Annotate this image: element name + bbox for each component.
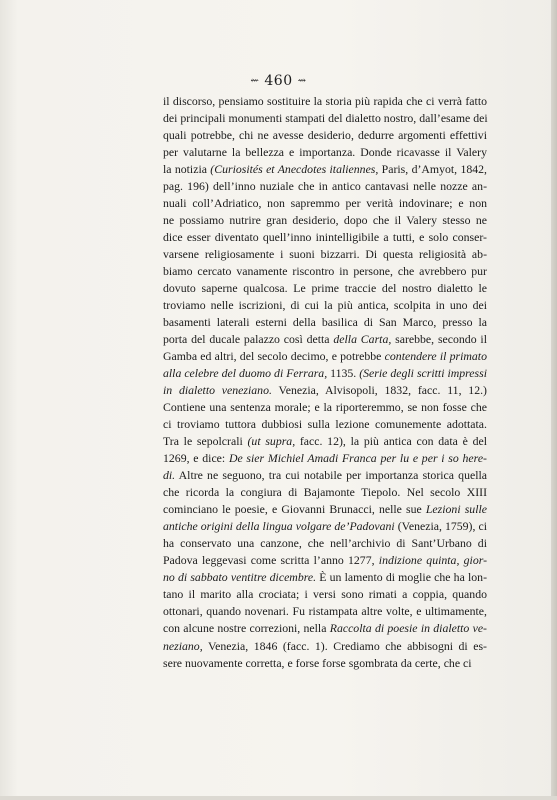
ornament-right-icon: ⇝ (297, 75, 307, 87)
text-segment: biamo cercato vanamente riscontro in persone, che avrebbero pur (163, 264, 487, 279)
text-line (163, 467, 487, 484)
text-line (163, 263, 487, 280)
text-line (163, 246, 487, 263)
italic-text: Lezioni sulle (425, 502, 487, 517)
text-segment: sarebbe, secondo il (391, 332, 487, 347)
text-line (163, 586, 487, 603)
text-segment: cominciano le poesie, e Giovanni Brunacci, nelle sue (163, 502, 426, 517)
text-line (163, 535, 487, 552)
text-segment: Paris, d’Amyot, 1842, (378, 162, 487, 177)
text-segment: varsene religiosamente i suoni bizzarri. Di questa religiosità ab- (163, 247, 487, 262)
italic-text: Raccolta di poesie in dialetto ve- (329, 621, 487, 636)
text-segment: Gamba ed altri, del secolo decimo, e potrebbe (163, 349, 385, 364)
text-line (163, 212, 487, 229)
text-segment: basamenti laterali esterni della basilica di San Marco, presso la (163, 315, 487, 330)
text-segment: È un lamento di moglie che ha lon- (316, 570, 487, 585)
text-segment: 1269, e dice: (163, 451, 229, 466)
text-line (163, 144, 487, 161)
text-line (163, 603, 487, 620)
text-line (163, 655, 487, 672)
text-line (163, 569, 487, 586)
text-segment: che ricorda la congiura di Bajamonte Tiepolo. Nel secolo XIII (163, 485, 487, 500)
text-segment: ha conservato una canzone, che nell’archivio di Sant’Urbano di (163, 536, 487, 551)
text-line (163, 280, 487, 297)
body-text (163, 93, 487, 672)
text-segment: nuali coll’Adriatico, non sapremmo per verità indovinare; e non (163, 196, 487, 211)
text-line (163, 518, 487, 535)
italic-text: (Serie degli scritti impressi (359, 366, 487, 381)
text-line (163, 331, 487, 348)
text-segment: ne possiamo nutrire gran desiderio, dopo che il Valery stesso ne (163, 213, 487, 228)
text-line (163, 127, 487, 144)
text-segment: con alcune nostre correzioni, nella (163, 621, 330, 636)
text-segment: porta del ducale palazzo così detta (163, 332, 334, 347)
text-segment: Padova leggevasi come scritta l’anno 1277, (163, 553, 379, 568)
text-line (163, 484, 487, 501)
page-edge-right (551, 0, 557, 800)
text-segment: tano il marito alla crociata; i versi sono rimati a coppia, quando (163, 587, 487, 602)
text-segment: il discorso, pensiamo sostituire la storia più rapida che ci verrà fatto (163, 94, 487, 108)
page-edge-bottom (0, 796, 557, 800)
text-line (163, 365, 487, 382)
text-line (163, 161, 487, 178)
text-line (163, 620, 487, 637)
text-line (163, 501, 487, 518)
text-line (163, 314, 487, 331)
text-line (163, 552, 487, 569)
italic-text: (ut supra, (247, 434, 296, 449)
page-number: 460 (264, 73, 293, 89)
italic-text: contendere il primato (384, 349, 487, 364)
italic-text: antiche origini della lingua volgare de’Padovani (163, 519, 395, 534)
ornament-left-icon: ⇜ (250, 75, 260, 87)
text-line (163, 110, 487, 127)
text-line (163, 93, 487, 110)
text-line (163, 433, 487, 450)
text-segment: sere nuovamente corretta, e forse forse sgombrata da certe, che ci (163, 655, 472, 670)
text-segment: Venezia, Alvisopoli, 1832, facc. 11, 12.) (271, 383, 487, 398)
italic-text: di. (163, 468, 176, 483)
text-segment: ottonari, quando novenari. Fu ristampata altre volte, e ultimamente, (163, 604, 487, 619)
text-segment: dei principali monumenti stampati del dialetto nostro, dall’esame dei (163, 111, 488, 126)
text-segment: Venezia, 1846 (facc. 1). Crediamo che abbisogni di es- (202, 638, 487, 653)
text-line (163, 382, 487, 399)
text-line (163, 195, 487, 212)
text-segment: ci troviamo tuttora dubbiosi sulla lezione comunemente adottata. (163, 417, 487, 432)
page-header (0, 73, 557, 89)
text-segment: 1135. (327, 366, 360, 381)
text-segment: per valutarne la bellezza e importanza. Donde ricavasse il Valery (163, 145, 487, 160)
text-line (163, 229, 487, 246)
text-line (163, 348, 487, 365)
text-line (163, 178, 487, 195)
italic-text: indizione quinta, gior- (378, 553, 487, 568)
text-segment: (Venezia, 1759), ci (394, 519, 487, 534)
text-segment: pag. 196) dell’inno nuziale che in antico cantavasi nelle nozze an- (163, 179, 487, 194)
text-line (163, 416, 487, 433)
text-segment: facc. 12), la più antica con data è del (295, 434, 487, 449)
text-line (163, 297, 487, 314)
text-segment: Contiene una sentenza morale; e la riporteremmo, se non fosse che (163, 400, 487, 415)
text-line (163, 399, 487, 416)
text-segment: la notizia (163, 162, 211, 177)
italic-text: alla celebre del duomo di Ferrara, (163, 366, 328, 381)
text-segment: dovuto saperne qualcosa. Le prime traccie del nostro dialetto le (163, 281, 487, 296)
italic-text: no di sabbato ventitre dicembre. (163, 570, 317, 585)
italic-text: della Carta, (333, 332, 392, 347)
text-segment: Tra le sepolcrali (163, 434, 248, 449)
text-segment: quali potrebbe, chi ne avesse desiderio, dedurre argomenti effettivi (163, 128, 487, 143)
text-line (163, 638, 487, 655)
italic-text: De sier Michiel Amadi Franca per lu e per i so here- (228, 451, 487, 466)
text-line (163, 450, 487, 467)
text-segment: dice esser diventato quell’inno inintelligibile a tutti, e solo conser- (163, 230, 487, 245)
italic-text: (Curiosités et Anecdotes italiennes, (210, 162, 379, 177)
text-segment: troviamo nelle iscrizioni, di cui la più antica, scolpita in uno dei (163, 298, 487, 313)
italic-text: in dialetto veneziano. (163, 383, 272, 398)
italic-text: neziano, (163, 638, 203, 653)
text-segment: Altre ne seguono, tra cui notabile per importanza storica quella (175, 468, 487, 483)
